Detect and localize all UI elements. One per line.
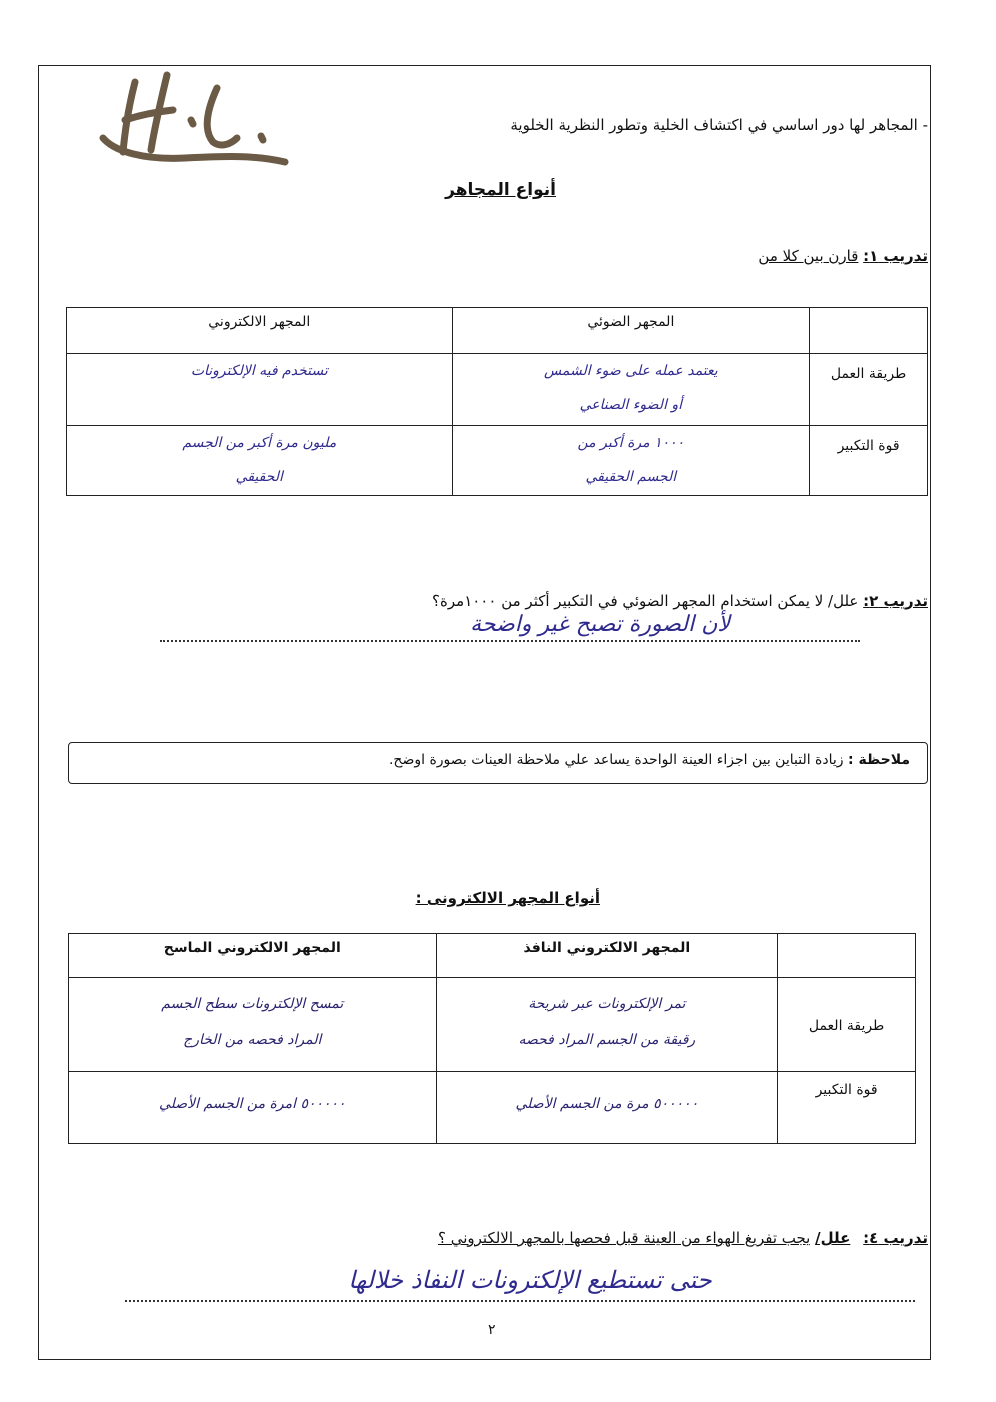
table-row — [69, 978, 916, 1072]
cell-line: تمر الإلكترونات عبر شريحة — [528, 996, 686, 1012]
row-label: طريقة العمل — [778, 978, 916, 1072]
cell-line: يعتمد عمله على ضوء الشمس — [544, 363, 718, 379]
exercise-4-q-label: علل/ — [815, 1229, 851, 1247]
answer-line — [160, 640, 860, 642]
handwritten-cell — [67, 426, 453, 496]
note-scroll — [68, 742, 928, 784]
table-row — [67, 426, 928, 496]
electron-types-title-text: أنواع المجهر الالكترونى : — [415, 889, 600, 907]
cell-line: مليون مرة أكبر من الجسم — [182, 435, 337, 451]
table-row — [69, 1072, 916, 1144]
microscope-comparison-table — [66, 307, 928, 496]
cell-line: رقيقة من الجسم المراد فحصه — [518, 1032, 696, 1048]
handwritten-cell — [452, 354, 810, 426]
cell-line: تمسح الإلكترونات سطح الجسم — [161, 996, 344, 1012]
table-header-row — [67, 308, 928, 354]
exercise-2-answer: لأن الصورة تصبح غير واضحة — [470, 612, 730, 637]
handwritten-cell — [436, 1072, 778, 1144]
table-header-row — [69, 934, 916, 978]
note-label: ملاحظة : — [848, 752, 910, 768]
electron-microscope-table — [68, 933, 916, 1144]
exercise-2-question: علل/ لا يمكن استخدام المجهر الضوئي في التكبير أكثر من ١٠٠٠مرة؟ — [432, 592, 859, 610]
note-text: زيادة التباين بين اجزاء العينة الواحدة يساعد علي ملاحظة العينات بصورة اوضح. — [388, 752, 844, 768]
row-label: قوة التكبير — [810, 426, 928, 496]
signature-logo — [95, 60, 295, 170]
note-text-wrap — [389, 752, 910, 768]
page-number: ٢ — [488, 1322, 496, 1338]
handwritten-cell — [67, 354, 453, 426]
handwritten-cell — [452, 426, 810, 496]
electron-types-title — [416, 889, 600, 907]
exercise-4-label: تدريب ٤: — [863, 1229, 928, 1247]
exercise-4-answer: حتى تستطيع الإلكترونات النفاذ خلالها — [348, 1266, 712, 1294]
header-transmission: المجهر الالكتروني النافذ — [436, 934, 778, 978]
exercise-1-heading — [758, 247, 928, 265]
table-row — [67, 354, 928, 426]
cell-line: الجسم الحقيقي — [585, 469, 677, 485]
empty-header-cell — [810, 308, 928, 354]
cell-line: ١٠٠٠ مرة أكبر من — [577, 435, 685, 451]
header-scanning: المجهر الالكتروني الماسح — [69, 934, 437, 978]
intro-text: - المجاهر لها دور اساسي في اكتشاف الخلية وتطور النظرية الخلوية — [510, 116, 928, 134]
exercise-1-label: تدريب ١: — [863, 247, 928, 265]
exercise-1-prompt: قارن بين كلا من — [758, 247, 859, 265]
header-electron: المجهر الالكتروني — [67, 308, 453, 354]
answer-line — [125, 1300, 915, 1302]
handwritten-cell — [69, 1072, 437, 1144]
row-label: قوة التكبير — [778, 1072, 916, 1144]
empty-header-cell — [778, 934, 916, 978]
cell-line: ٥٠٠٠٠٠ امرة من الجسم الأصلي — [158, 1096, 346, 1112]
cell-line: ٥٠٠٠٠٠ مرة من الجسم الأصلي — [515, 1096, 699, 1112]
handwritten-cell — [69, 978, 437, 1072]
section-title: أنواع المجاهر — [445, 180, 556, 200]
cell-line: تستخدم فيه الإلكترونات — [190, 363, 328, 379]
cell-line: الحقيقي — [235, 469, 283, 485]
cell-line: المراد فحصه من الخارج — [183, 1032, 322, 1048]
cell-line: أو الضوء الصناعي — [579, 397, 683, 413]
header-optical: المجهر الضوئي — [452, 308, 810, 354]
row-label: طريقة العمل — [810, 354, 928, 426]
exercise-4-question: يجب تفريغ الهواء من العينة قبل فحصها بالمجهر الالكتروني ؟ — [437, 1229, 811, 1247]
exercise-2-label: تدريب ٢: — [863, 592, 928, 610]
exercise-4-heading — [438, 1229, 928, 1247]
exercise-2-heading — [432, 592, 928, 610]
handwritten-cell — [436, 978, 778, 1072]
